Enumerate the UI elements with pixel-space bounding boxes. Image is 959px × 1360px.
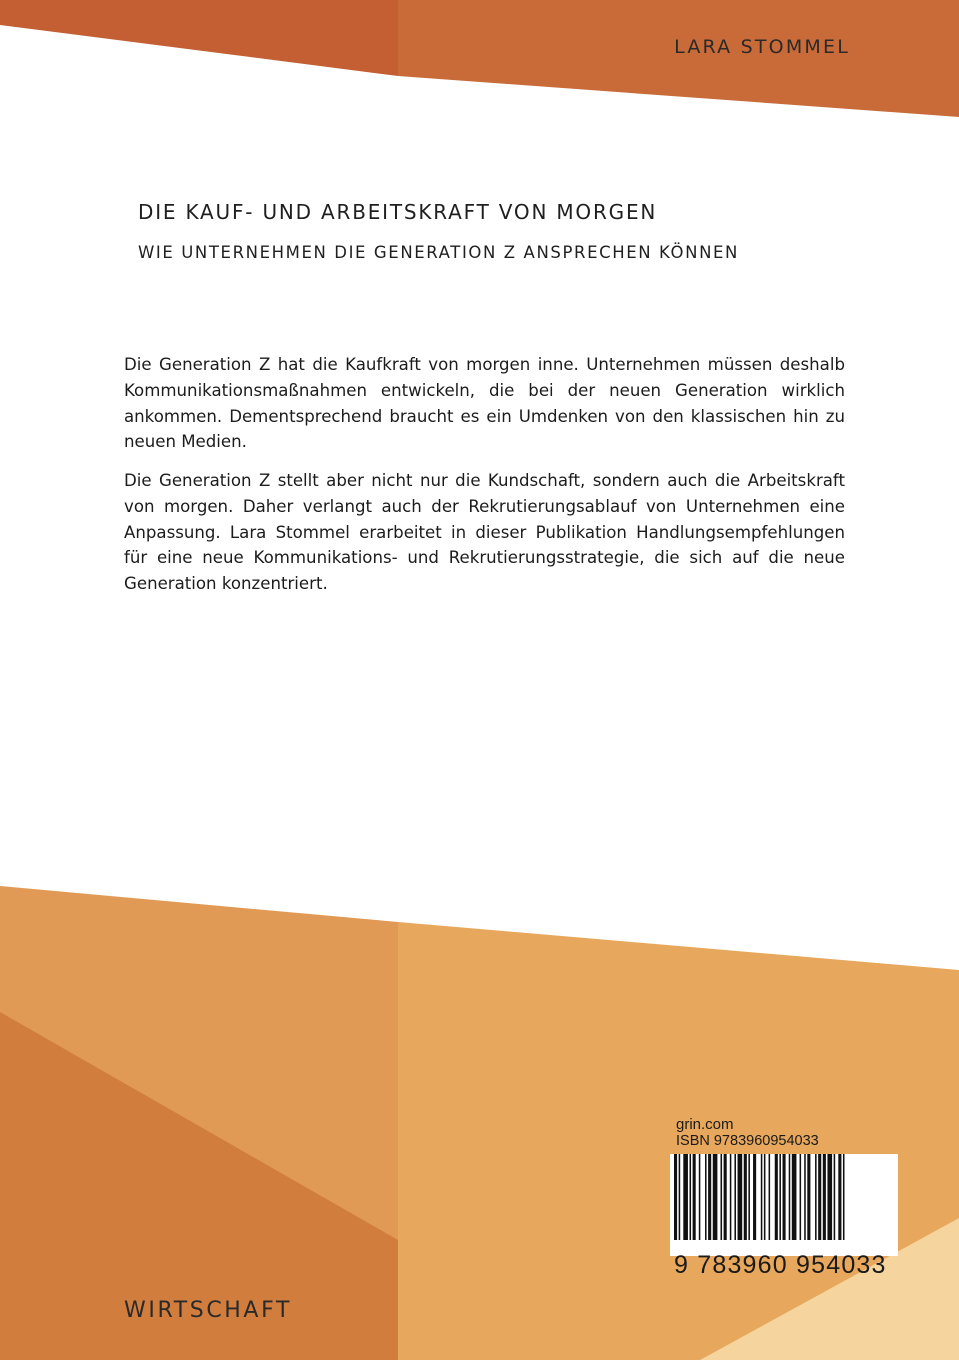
top-band-right [398,0,959,117]
barcode-bar [708,1154,711,1240]
author-name: LARA STOMMEL [674,36,850,58]
barcode-bar [724,1154,727,1240]
barcode-bar [761,1154,763,1240]
barcode-bar [789,1154,791,1240]
barcode-bar [734,1154,736,1240]
barcode-bar [683,1154,688,1240]
barcode-bar [705,1154,707,1240]
barcode-bar [738,1154,743,1240]
barcode-bar [769,1154,771,1240]
book-subtitle: WIE UNTERNEHMEN DIE GENERATION Z ANSPRECHEN KÖNNEN [138,243,739,262]
barcode-bar [721,1154,723,1240]
barcode-bar [699,1154,701,1240]
barcode-bar [804,1154,806,1240]
barcode-bar [815,1154,817,1240]
barcode-bar [748,1154,750,1240]
barcode-icon [670,1154,900,1256]
barcode-bar [834,1154,836,1240]
barcode-digits: 9 783960 954033 [674,1251,887,1279]
barcode-block [670,1108,900,1288]
blurb-paragraph-2: Die Generation Z stellt aber nicht nur die Kundschaft, sondern auch die Arbeitskraft von morgen. Daher verlangt auch der Rekrutierungsablauf von Unternehmen eine Anpassung. Lara Stommel erarbeitet in dieser Publikation Handlungsempfehlungen für eine neue Kommunikations- und Rekrutierungsstrategie, die sich auf die neue Generation konzentriert. [124,471,845,594]
category-label: WIRTSCHAFT [124,1298,292,1323]
barcode-bar [779,1154,781,1240]
barcode-bar [690,1154,692,1240]
barcode-bar [753,1154,756,1240]
barcode-bar [764,1154,766,1240]
top-band-left [0,0,398,76]
barcode-bar [679,1154,681,1240]
barcode-bar [827,1154,832,1240]
isbn-label: ISBN 9783960954033 [676,1133,819,1149]
barcode-bar [693,1154,696,1240]
barcode-bar [730,1154,732,1240]
barcode-bar [792,1154,797,1240]
barcode-bar [838,1154,841,1240]
blurb-paragraph-1: Die Generation Z hat die Kaufkraft von morgen inne. Unternehmen müssen deshalb Kommunikationsmaßnahmen entwickeln, die bei der neuen Generation wirklich ankommen. Dementsprechend braucht es ein Umdenken von den klassischen hin zu neuen Medien. [124,355,845,452]
barcode-bar [775,1154,778,1240]
barcode-bar [843,1154,845,1240]
barcode-bar [783,1154,786,1240]
barcode-bar [744,1154,747,1240]
publisher-url: grin.com [676,1116,734,1133]
book-title: DIE KAUF- UND ARBEITSKRAFT VON MORGEN [138,200,658,224]
barcode-bar [674,1154,677,1240]
barcode-bar [713,1154,718,1240]
barcode-bar [800,1154,802,1240]
barcode-bar [807,1154,810,1240]
barcode-bar [823,1154,826,1240]
barcode-bar [818,1154,821,1240]
